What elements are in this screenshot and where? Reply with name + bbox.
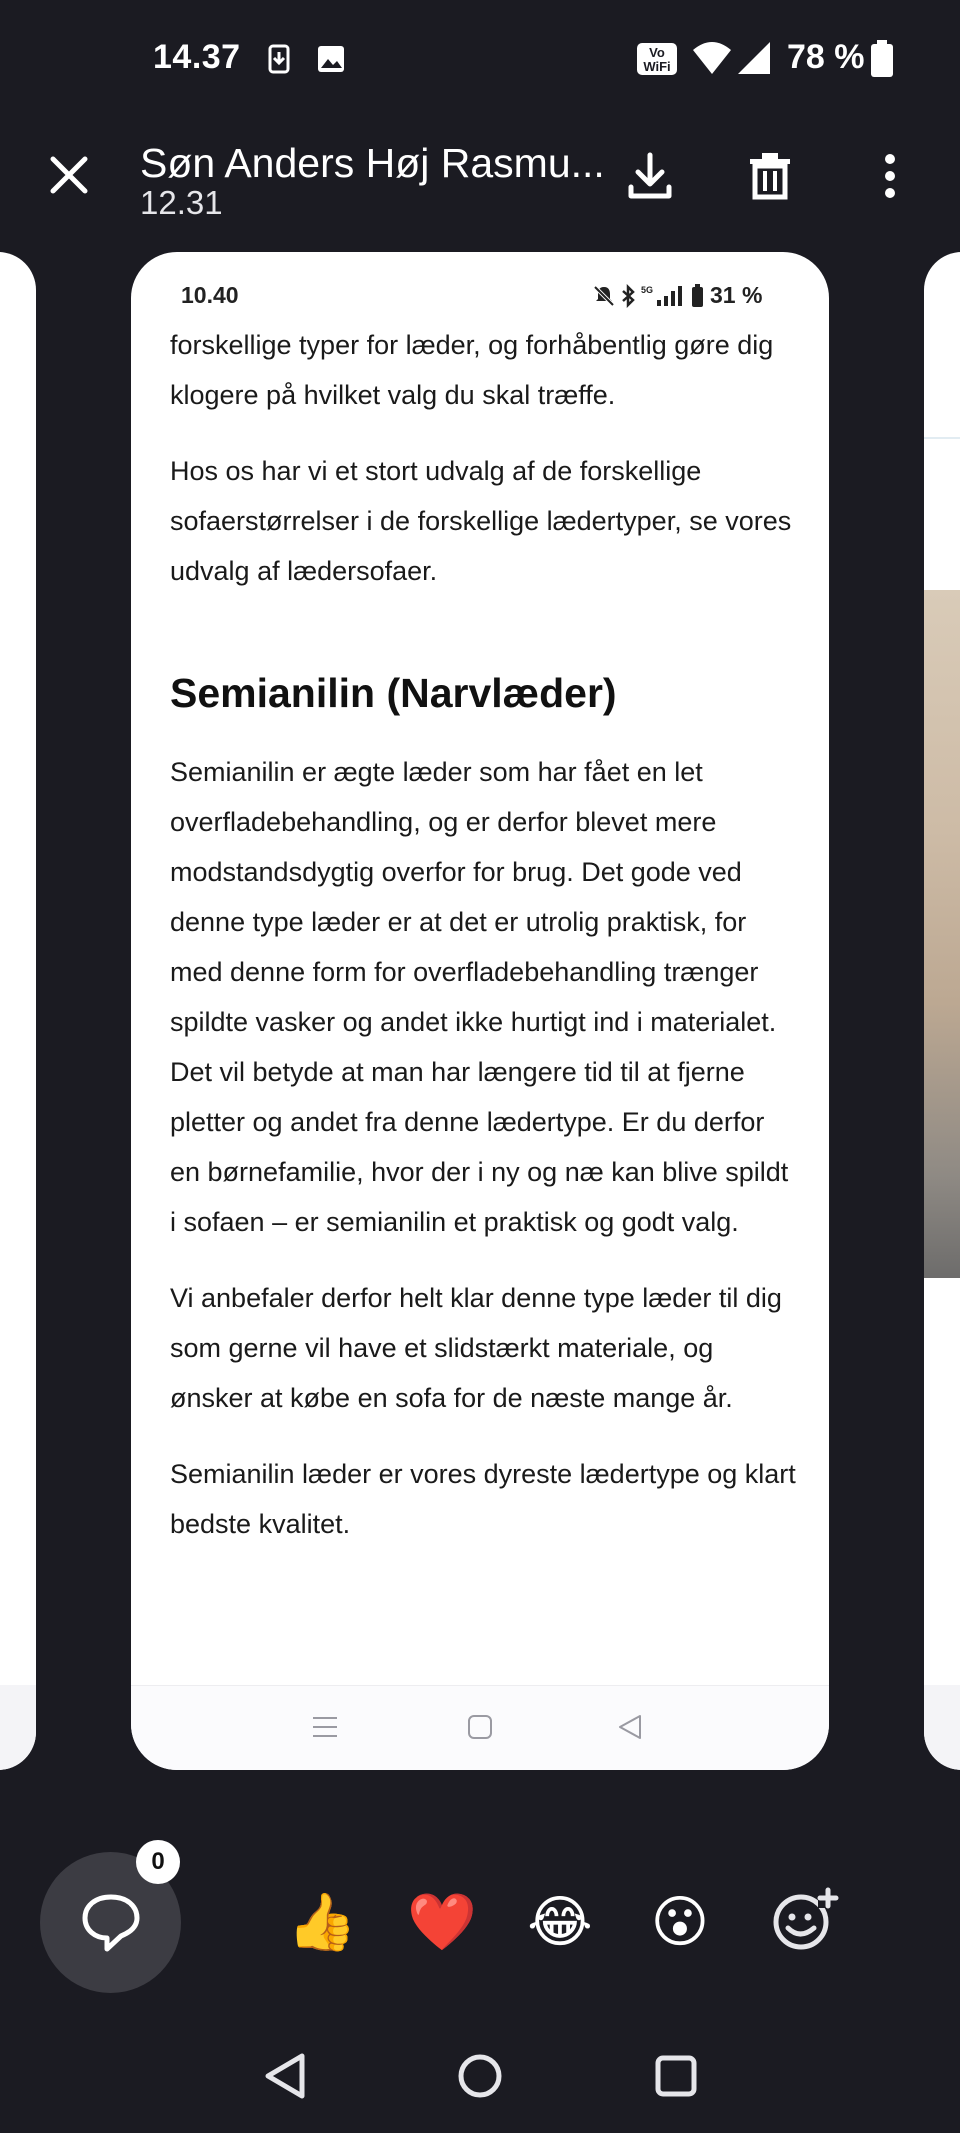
- svg-text:WiFi: WiFi: [643, 59, 671, 74]
- message-time: 12.31: [140, 184, 223, 221]
- vowifi-icon: [636, 42, 678, 81]
- status-time: 14.37: [153, 38, 241, 76]
- close-icon[interactable]: [44, 150, 94, 200]
- previous-card-nav: [0, 1685, 36, 1770]
- signal-5g-icon: [641, 284, 685, 308]
- screenshot-nav-bar: [131, 1685, 829, 1770]
- next-card-nav: [924, 1685, 960, 1770]
- screenshot-home-icon: [467, 1714, 493, 1745]
- next-media-card[interactable]: [924, 252, 960, 1770]
- previous-media-card[interactable]: [0, 252, 36, 1770]
- battery-percent: 78 %: [787, 38, 865, 76]
- comment-count-badge: 0: [136, 1840, 180, 1884]
- article-content: [170, 320, 800, 1575]
- screenshot-status-icons: [593, 282, 762, 309]
- heart-reaction[interactable]: ❤️: [407, 1890, 477, 1955]
- conversation-title: Søn Anders Høj Rasmu...: [140, 140, 605, 186]
- battery-icon: [870, 40, 894, 83]
- thumbs-up-reaction[interactable]: 👍: [287, 1890, 357, 1955]
- download-notification-icon: [268, 44, 290, 79]
- surprised-reaction[interactable]: 😮: [650, 1890, 710, 1955]
- article-paragraph: Semianilin er ægte læder som har fået en let overfladebehandling, og er derfor blevet mere modstandsdygtig overfor for brug. Det gode ved denne type læder er at det er utrolig praktisk, for med denne form for overfladebehandling trænger spildte vasker og andet ikke hurtigt ind i materialet. Det vil betyde at man har længere tid til at fjerne pletter og andet fra denne lædertype. Er du derfor en børnefamilie, hvor der i ny og næ kan blive spildt i sofaen – er semianilin et praktisk og godt valg.: [170, 757, 789, 1237]
- comment-bubble-icon: [79, 1891, 143, 1955]
- screenshot-menu-icon: [311, 1714, 339, 1745]
- next-card-divider: [924, 437, 960, 439]
- laughing-reaction[interactable]: 😂: [527, 1890, 593, 1955]
- top-app-bar: [0, 120, 960, 250]
- previous-card-content: [0, 322, 36, 1622]
- image-notification-icon: [316, 44, 346, 79]
- screenshot-battery-percent: 31 %: [710, 282, 763, 308]
- article-heading: Semianilin (Narvlæder): [170, 670, 617, 716]
- add-reaction-icon[interactable]: [770, 1884, 840, 1954]
- status-bar: [0, 0, 960, 120]
- system-recents-icon[interactable]: [648, 2048, 704, 2104]
- delete-icon[interactable]: [738, 144, 802, 208]
- screenshot-back-icon: [617, 1714, 643, 1745]
- system-back-icon[interactable]: [258, 2048, 314, 2104]
- signal-icon: [736, 40, 772, 81]
- mute-icon: [593, 285, 615, 307]
- bluetooth-icon: [621, 284, 635, 308]
- article-paragraph: Vi anbefaler derfor helt klar denne type læder til dig som gerne vil have et slidstærkt materiale, og ønsker at købe en sofa for de næste mange år.: [170, 1283, 782, 1413]
- article-paragraph: Hos os har vi et stort udvalg af de forskellige sofaerstørrelser i de forskellige lædertyper, se vores udvalg af lædersofaer.: [170, 456, 792, 586]
- svg-text:5G: 5G: [641, 284, 654, 295]
- download-icon[interactable]: [618, 144, 682, 208]
- more-options-icon[interactable]: [858, 144, 922, 208]
- svg-text:Vo: Vo: [649, 45, 665, 60]
- screenshot-image[interactable]: [131, 252, 829, 1770]
- article-paragraph: forskellige typer for læder, og forhåbentlig gøre dig klogere på hvilket valg du skal træffe.: [170, 330, 774, 410]
- system-home-icon[interactable]: [452, 2048, 508, 2104]
- article-paragraph: Semianilin læder er vores dyreste lædertype og klart bedste kvalitet.: [170, 1459, 796, 1539]
- next-card-photo: [924, 590, 960, 1278]
- screenshot-status-time: 10.40: [181, 282, 239, 308]
- screenshot-battery-icon: [691, 284, 704, 307]
- wifi-icon: [692, 40, 732, 81]
